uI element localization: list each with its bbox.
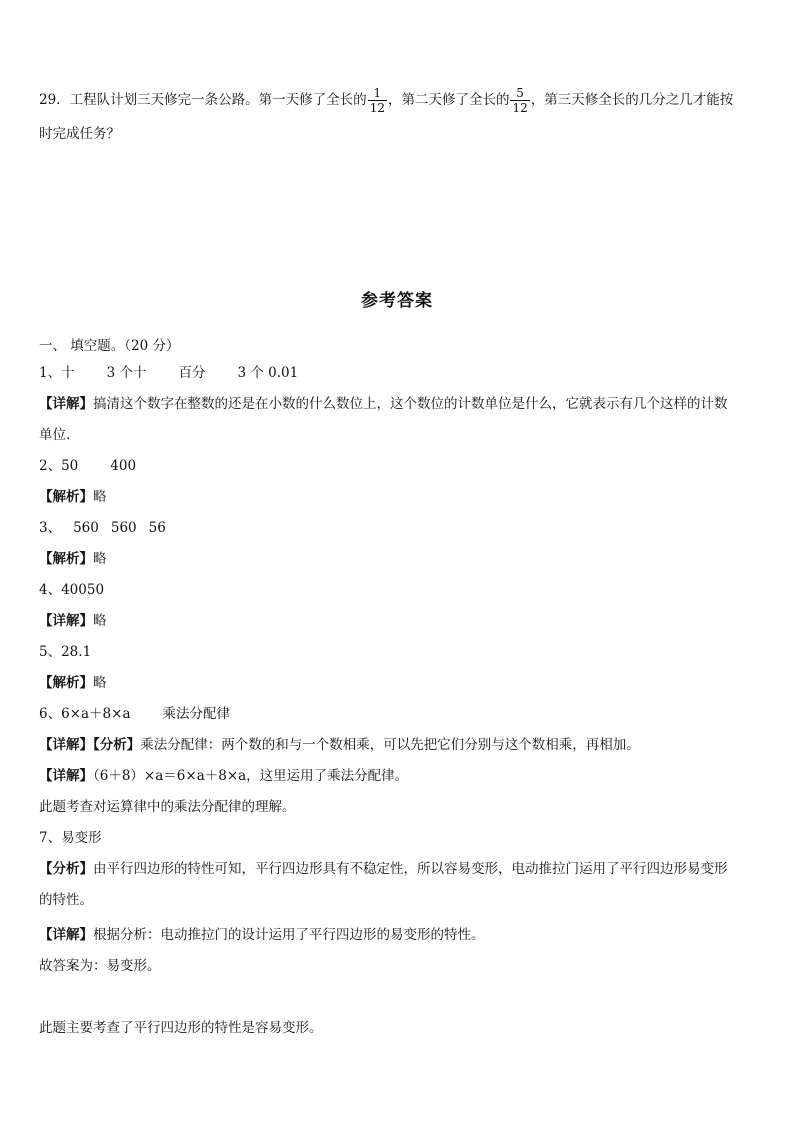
note-label: 【解析】 [39,489,93,505]
answer-7-detail [39,925,485,945]
detail-label: 【详解】 [39,396,93,412]
answer-item: 56 [148,520,166,536]
detail-label: 【详解】 [39,927,93,943]
note-text: 略 [93,489,107,505]
answer-3-note [39,549,107,569]
answer-item: 560 [110,520,137,536]
analysis-label: 【详解】【分析】 [39,737,141,753]
answer-2 [39,456,136,476]
detail-label: 【详解】 [39,768,93,784]
answer-item: 50 [61,458,79,474]
answer-item: 3 个十 [106,365,147,381]
answer-5-note [39,673,107,693]
answer-expression: 6×a＋8×a [61,706,131,722]
note-text: 略 [93,675,107,691]
fraction-1-12 [368,86,387,115]
detail-text: 根据分析：电动推拉门的设计运用了平行四边形的易变形的特性。 [93,927,485,943]
detail-text: 搞清这个数字在整数的还是在小数的什么数位上，这个数位的计数单位是什么，它就表示有几个这样的计数 [93,396,728,412]
answer-4-note [39,611,107,631]
fraction-denominator: 12 [369,101,385,115]
answer-law: 乘法分配律 [162,706,230,722]
detail-text: （6＋8）×a＝6×a＋8×a，这里运用了乘法分配律。 [93,768,409,784]
answer-2-note [39,487,107,507]
analysis-text: 由平行四边形的特性可知，平行四边形具有不稳定性，所以容易变形，电动推拉门运用了平行四边形易变形 [93,861,728,877]
answer-item: 560 [73,520,99,536]
answer-7-analysis [39,859,728,879]
answer-6-detail [39,766,408,786]
fraction-5-12 [510,86,529,115]
analysis-label: 【分析】 [39,861,93,877]
answer-number: 1、 [39,365,62,381]
answer-1-detail [39,394,728,414]
note-text: 略 [93,613,107,629]
fraction-numerator: 1 [373,86,382,100]
answer-number: 6、 [39,706,62,722]
note-label: 【解析】 [39,675,93,691]
answer-number: 2、 [39,458,62,474]
note-label: 【解析】 [39,551,93,567]
answer-3 [39,518,166,538]
answer-7-answer: 故答案为：易变形。 [39,958,161,974]
note-label: 【详解】 [39,613,93,629]
answer-7-summary: 此题主要考查了平行四边形的特性是容易变形。 [39,1020,323,1036]
answer-item: 3 个 0.01 [237,365,299,381]
answer-value: 28.1 [61,644,92,660]
question-29-line2: 时完成任务？ [39,126,120,142]
answer-number: 3、 [39,520,62,536]
answer-item: 十 [61,365,75,381]
note-text: 略 [93,551,107,567]
q29-part3: ，第三天修全长的几分之几才能按 [530,92,734,108]
answer-1 [39,363,298,383]
answer-1-detail-cont: 单位. [39,427,71,443]
section-heading: 一、 填空题。（20 分） [39,338,180,354]
fraction-numerator: 5 [516,86,524,100]
answer-6-summary: 此题考查对运算律中的乘法分配律的理解。 [39,799,296,815]
answer-4 [39,580,104,600]
answer-item: 400 [110,458,137,474]
answers-title: 参考答案 [361,291,433,311]
answer-number: 4、 [39,582,62,598]
analysis-text: 乘法分配律：两个数的和与一个数相乘，可以先把它们分别与这个数相乘，再相加。 [140,737,640,753]
answer-value: 40050 [61,582,105,598]
fraction-denominator: 12 [512,101,528,115]
answer-number: 5、 [39,644,62,660]
answer-7-analysis-cont: 的特性。 [39,892,93,908]
answer-item: 百分 [178,365,206,381]
q29-part1: 29．工程队计划三天修完一条公路。第一天修了全长的 [39,92,367,108]
answer-5 [39,642,91,662]
q29-part2: ，第二天修了全长的 [387,92,510,108]
answer-7 [39,828,102,848]
question-29-line1 [39,86,733,115]
answer-number: 7、 [39,830,62,846]
answer-value: 易变形 [61,830,102,846]
answer-6 [39,704,230,724]
answer-6-analysis [39,735,640,755]
